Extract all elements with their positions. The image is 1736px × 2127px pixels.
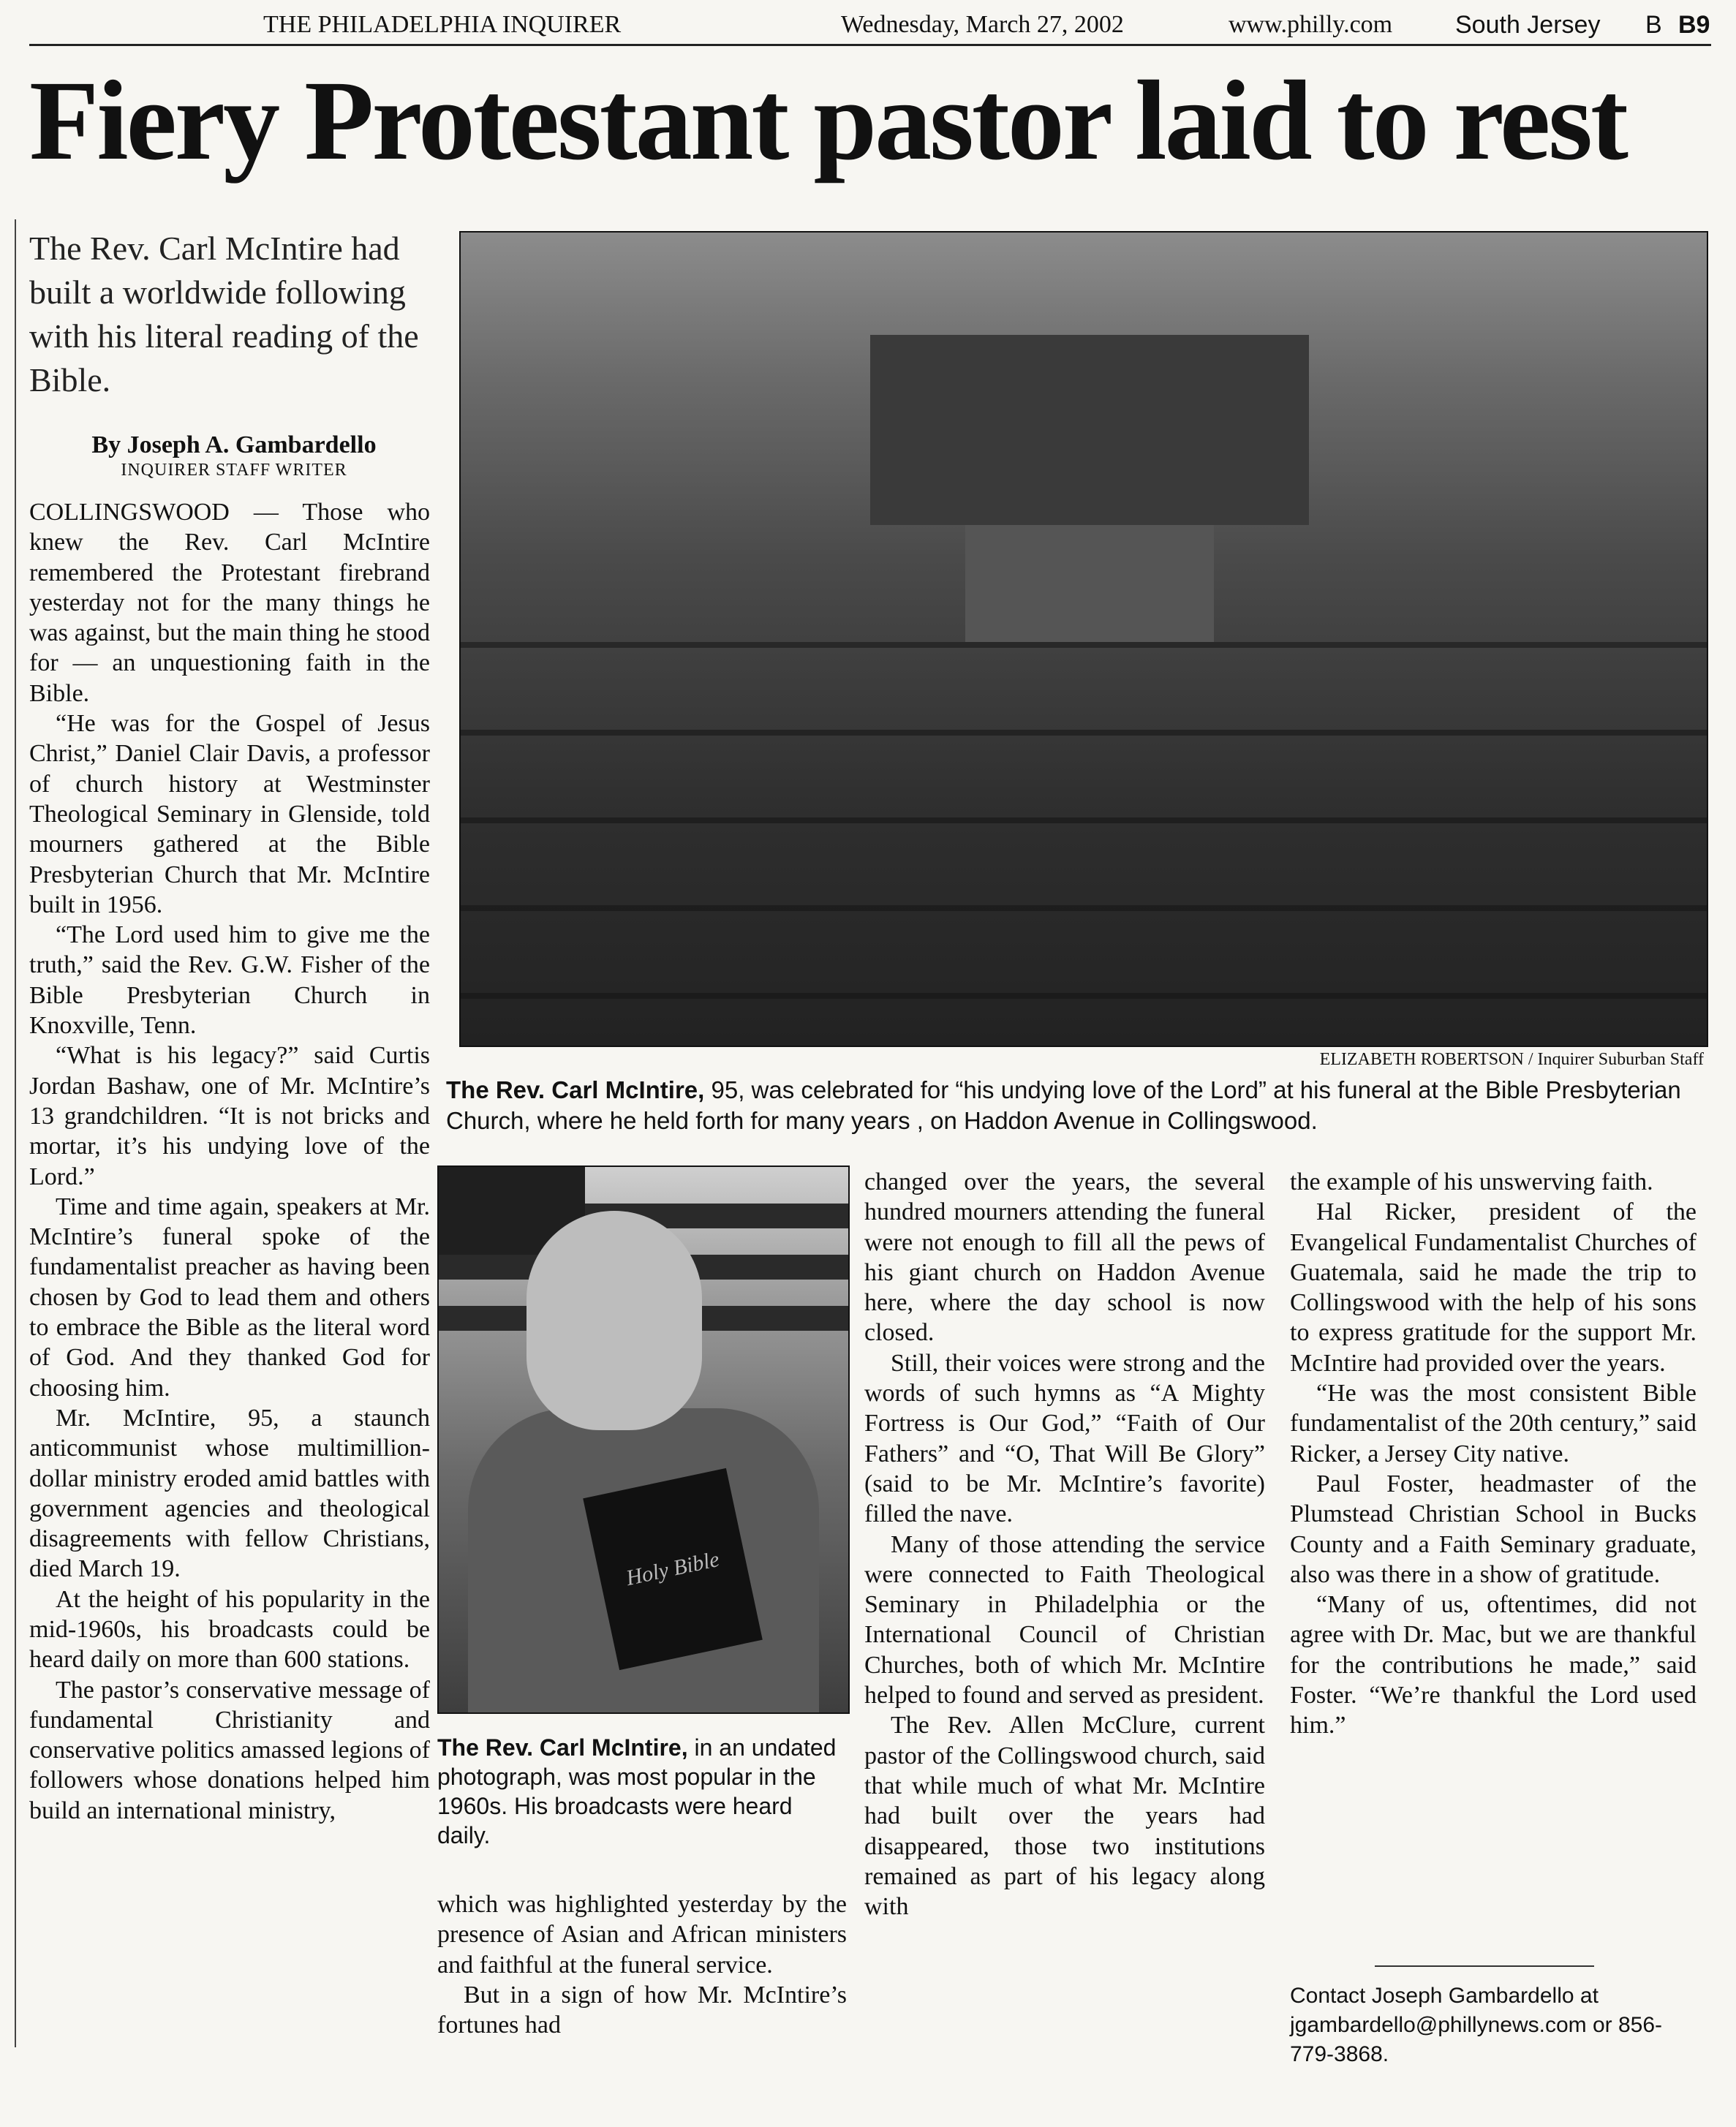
section-name: South Jersey xyxy=(1455,11,1601,39)
caption-text: 95, was celebrated for “his undying love of the Lord” at his funeral at the Bible Presbyterian Church, where he held forth for many years , on Haddon Avenue in Collingswood. xyxy=(446,1076,1681,1134)
paragraph: Time and time again, speakers at Mr. McIntire’s funeral spoke of the fundamentalist preacher as having been chosen by God to lead them and others to embrace the Bible as the literal word of God. And they thanked God for choosing him. xyxy=(29,1193,430,1402)
paragraph: COLLINGSWOOD — Those who knew the Rev. Carl McIntire remembered the Protestant firebrand yesterday not for the many things he was against, but the main thing he stood for — an unquestioning faith in the Bible. xyxy=(29,499,430,707)
paragraph: Many of those attending the service were connected to Faith Theological Seminary in Philadelphia or the International Council of Christian Churches, both of which Mr. McIntire helped to found and served as president. xyxy=(864,1530,1265,1709)
section-letter: B xyxy=(1645,11,1662,39)
byline-name: By Joseph A. Gambardello xyxy=(91,431,377,458)
headline: Fiery Protestant pastor laid to rest xyxy=(29,57,1626,184)
paragraph: which was highlighted yesterday by the presence of Asian and African ministers and faithful at the funeral service. xyxy=(437,1891,847,1979)
folio-bar xyxy=(29,6,1711,46)
caption-lead: The Rev. Carl McIntire, xyxy=(437,1734,688,1761)
article-column-3 xyxy=(864,1167,1265,1922)
paragraph: Hal Ricker, president of the Evangelical Fundamentalist Churches of Guatemala, said he made the trip to Collingswood with the help of his sons to express gratitude for the support Mr. McIntire had provided over the years. xyxy=(1290,1198,1697,1377)
paragraph: “He was for the Gospel of Jesus Christ,” Daniel Clair Davis, a professor of church history at Westminster Theological Seminary in Glenside, told mourners gathered at the Bible Presbyterian Church that Mr. McIntire built in 1956. xyxy=(29,710,430,918)
caption-lead: The Rev. Carl McIntire, xyxy=(446,1076,705,1103)
paragraph: But in a sign of how Mr. McIntire’s fortunes had xyxy=(437,1981,847,2039)
byline-role: INQUIRER STAFF WRITER xyxy=(121,461,347,480)
bible-book: Holy Bible xyxy=(583,1468,763,1670)
caption-text: in an undated photograph, was most popular in the 1960s. His broadcasts were heard daily. xyxy=(437,1734,837,1848)
paragraph: changed over the years, the several hundred mourners attending the funeral were not enough to fill all the pews of his giant church on Haddon Avenue here, where the day school is now closed. xyxy=(864,1168,1265,1347)
funeral-photo xyxy=(459,231,1708,1047)
paragraph: At the height of his popularity in the mid-1960s, his broadcasts could be heard daily on more than 600 stations. xyxy=(29,1585,430,1674)
portrait-face xyxy=(527,1211,702,1430)
paragraph: the example of his unswerving faith. xyxy=(1290,1168,1653,1195)
main-photo-caption xyxy=(446,1075,1704,1136)
small-photo-caption xyxy=(437,1733,847,1850)
paragraph: “Many of us, oftentimes, did not agree with Dr. Mac, but we are thankful for the contributions he made,” said Foster. “We’re thankful the Lord used him.” xyxy=(1290,1591,1697,1739)
column-rule xyxy=(15,219,16,2047)
newspaper-name: THE PHILADELPHIA INQUIRER xyxy=(263,11,622,38)
paragraph: Still, their voices were strong and the words of such hymns as “A Mighty Fortress is Our God,” “Faith of Our Fathers” and “O, That Will Be Glory” (said to be Mr. McIntire’s favorite) filled the nave. xyxy=(864,1349,1265,1528)
website-url: www.philly.com xyxy=(1229,11,1393,38)
author-contact: Contact Joseph Gambardello at jgambardello@phillynews.com or 856-779-3868. xyxy=(1290,1984,1663,2066)
paragraph: The pastor’s conservative message of fundamental Christianity and conservative politics amassed legions of followers whose donations helped him build an international ministry, xyxy=(29,1676,430,1824)
paragraph: “What is his legacy?” said Curtis Jordan Bashaw, one of Mr. McIntire’s 13 grandchildren. “It is not bricks and mortar, it’s his undying love of the Lord.” xyxy=(29,1042,430,1190)
article-column-2 xyxy=(437,1889,847,2040)
paragraph: “He was the most consistent Bible fundamentalist of the 20th century,” said Ricker, a Jersey City native. xyxy=(1290,1380,1697,1467)
paragraph: Mr. McIntire, 95, a staunch anticommunist whose multimillion-dollar ministry eroded amid battles with government agencies and theological disagreements with fellow Christians, died March 19. xyxy=(29,1404,430,1583)
photo-credit: ELIZABETH ROBERTSON / Inquirer Suburban Staff xyxy=(1319,1050,1704,1069)
issue-date: Wednesday, March 27, 2002 xyxy=(841,11,1124,38)
paragraph: “The Lord used him to give me the truth,” said the Rev. G.W. Fisher of the Bible Presbyterian Church in Knoxville, Tenn. xyxy=(29,921,430,1040)
byline xyxy=(29,431,439,480)
deck-subhead: The Rev. Carl McIntire had built a worldwide following with his literal reading of the Bible. xyxy=(29,230,419,398)
article-column-1 xyxy=(29,497,430,1826)
paragraph: Paul Foster, headmaster of the Plumstead Christian School in Bucks County and a Faith Seminary graduate, also was there in a show of gratitude. xyxy=(1290,1470,1697,1588)
paragraph: The Rev. Allen McClure, current pastor of the Collingswood church, said that while much of what Mr. McIntire had built over the years had disappeared, those two institutions remained as part of his legacy along with xyxy=(864,1712,1265,1921)
article-column-4 xyxy=(1290,1167,1697,1741)
mcintire-portrait-photo xyxy=(437,1165,850,1714)
page-number: B9 xyxy=(1678,11,1710,39)
contact-divider xyxy=(1375,1965,1594,1967)
